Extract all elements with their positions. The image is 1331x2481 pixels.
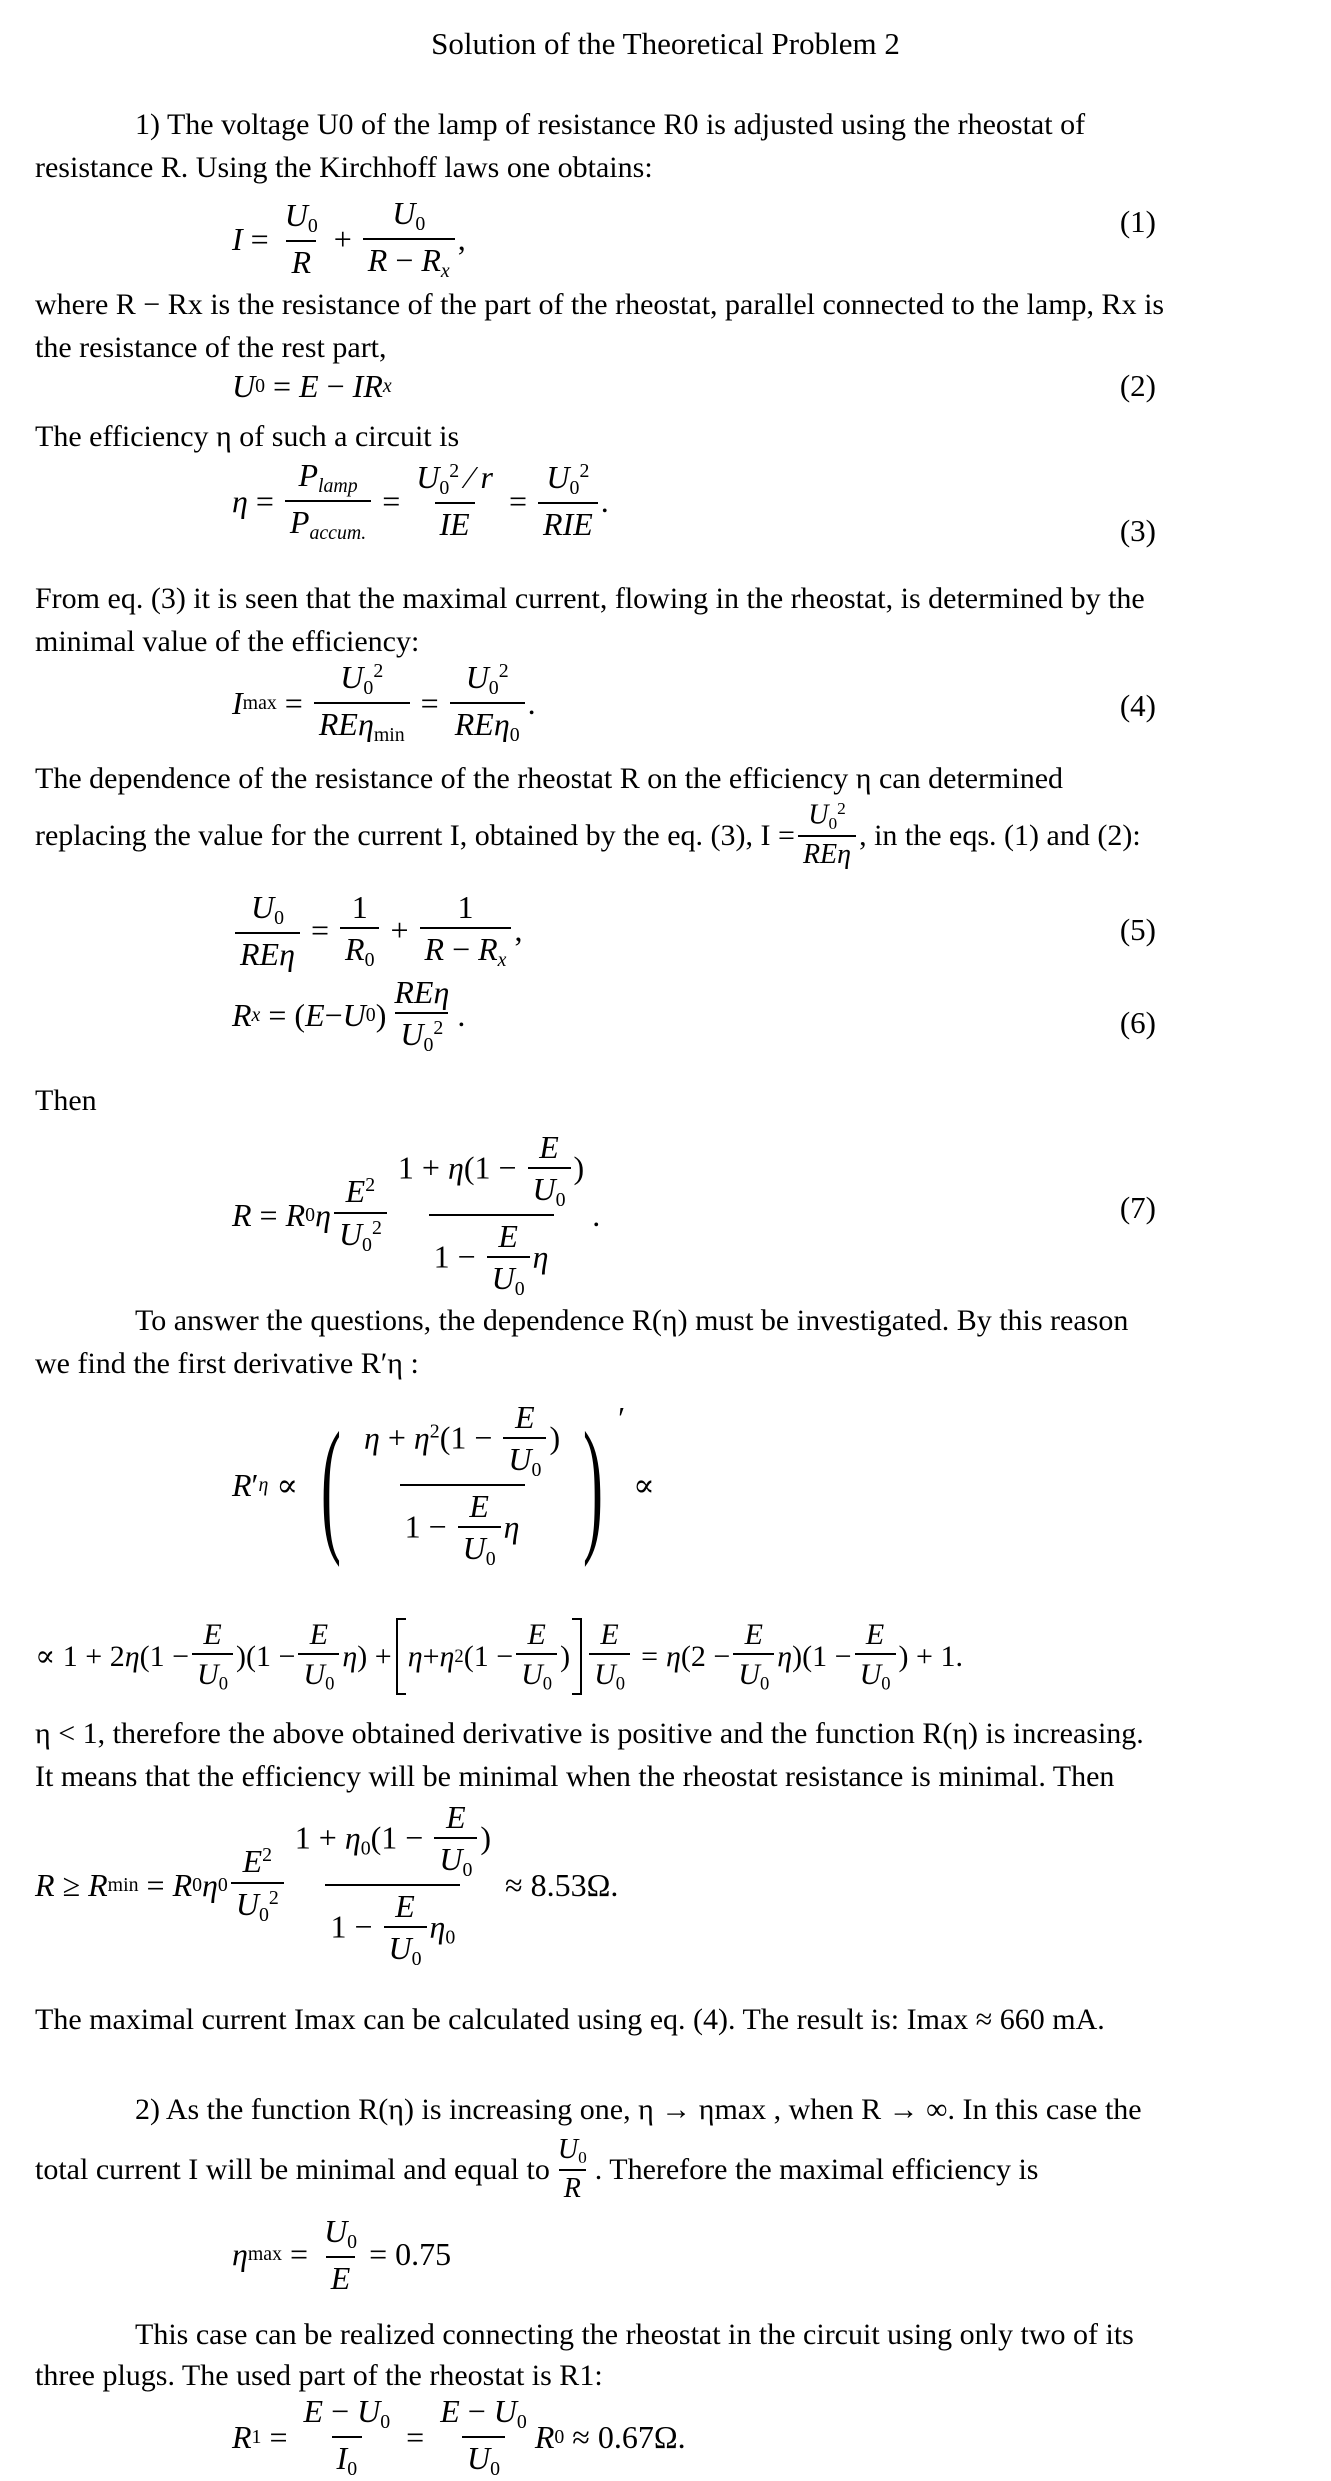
paragraph-part2-line-2	[35, 2134, 1285, 2204]
paragraph-realized	[35, 2313, 1285, 2356]
inline-fraction-u0-r: $\frac{U_0}{R}$	[557, 2133, 587, 2205]
equation-number-5: (5)	[1119, 912, 1156, 947]
paragraph-dependence-line-1: The dependence of the resistance of the rheostat R on the efficiency η can determined	[35, 762, 1064, 795]
paragraph-where	[35, 283, 1285, 369]
paragraph-part2-text-b: . Therefore the maximal efficiency is	[594, 2152, 1039, 2186]
paragraph-part2-text-a: total current I will be minimal and equal to	[35, 2152, 550, 2186]
paragraph-part2	[35, 2088, 1285, 2131]
left-paren-large: (	[321, 1402, 342, 1569]
paragraph-investigate	[35, 1299, 1285, 1342]
paragraph-investigate-line-2: we find the first derivative R′η :	[35, 1347, 419, 1380]
paragraph-investigate-cont	[35, 1342, 1285, 1385]
equation-number-7: (7)	[1119, 1190, 1156, 1225]
paragraph-intro-line-1: 1) The voltage U0 of the lamp of resistance R0 is adjusted using the rheostat of	[135, 108, 1086, 141]
paragraph-increasing	[35, 1712, 1285, 1798]
paragraph-realized-line-2: three plugs. The used part of the rheostat is R1:	[35, 2359, 603, 2392]
paragraph-efficiency	[35, 415, 1285, 458]
paragraph-dependence-text-a: replacing the value for the current I, obtained by the eq. (3), I =	[35, 818, 795, 852]
equation-number-6: (6)	[1119, 1005, 1156, 1040]
equation-2: U 0 = E − IR x	[232, 368, 392, 404]
paragraph-intro-line-2: resistance R. Using the Kirchhoff laws one obtains:	[35, 151, 653, 184]
paragraph-maxcurrent-line-2: minimal value of the efficiency:	[35, 625, 420, 658]
paragraph-efficiency-line: The efficiency η of such a circuit is	[35, 420, 460, 453]
equation-1: I = $\frac{U_0}{R}$ + $\frac{U_0}{R - R_x}$ ,	[232, 195, 466, 282]
paragraph-part2-line-1: 2) As the function R(η) is increasing one, η → ηmax , when R → ∞. In this case the	[135, 2093, 1142, 2126]
etamax-result: = 0.75	[369, 2236, 452, 2273]
equation-3: η = $\frac{P_{lamp}}{P_{accum.}}$ = $\frac{U_0^2 ⁄ r}{IE}$ = $\frac{U_0^2}{\text{RIE}}$ .	[232, 457, 609, 544]
equation-rmin: R ≥ R min = R 0 η 0 $\frac{E^2}{U_0^2}$ $1 + \eta_0(1$ − $\frac{E}{U_0}$ ) 1 − $\frac{E}{U_0}$ $\eta_0$ ≈ 8.53Ω.	[35, 1799, 619, 1971]
equation-4: I max = $\frac{U_0^2}{RE\eta_{min}}$ = $\frac{U_0^2}{RE\eta_0}$ .	[232, 659, 536, 746]
equation-derivative-top: R ′ η ∝ ( $\eta + \eta^2(1$ − $\frac{E}{U_0}$ ) 1 − $\frac{E}{U_0}$ η ) ′ ∝	[232, 1399, 655, 1571]
paragraph-dependence-text-b: , in the eqs. (1) and (2):	[859, 818, 1141, 852]
paragraph-then-line: Then	[35, 1084, 97, 1117]
paragraph-investigate-line-1: To answer the questions, the dependence R(η) must be investigated. By this reason	[135, 1304, 1129, 1337]
paragraph-maxcurrent	[35, 577, 1285, 663]
equation-r1: R 1 = $\frac{E - U_0}{I_0}$ = $\frac{E - U_0}{U_0}$ R 0 ≈ 0.67Ω.	[232, 2393, 686, 2480]
equation-number-3: (3)	[1119, 513, 1156, 548]
rmin-result: ≈ 8.53Ω.	[505, 1866, 619, 1903]
inline-fraction-current: $\frac{U_0^2}{\text{REη}}$	[795, 800, 859, 869]
paragraph-dependence	[35, 757, 1285, 800]
equation-6: R x = ( E − U 0 ) $\frac{\text{REη}}{U_0^2}$ .	[232, 974, 466, 1057]
equation-5: $\frac{U_0}{\text{REη}}$ = $\frac{1}{R_0}$ + $\frac{1}{R - R_x}$ ,	[232, 890, 522, 972]
equation-number-2: (2)	[1119, 368, 1156, 403]
page-title: Solution of the Theoretical Problem 2	[431, 26, 900, 61]
paragraph-dependence-line-2	[35, 800, 1285, 870]
paragraph-maxcurrent-line-1: From eq. (3) it is seen that the maximal current, flowing in the rheostat, is determined by the	[35, 582, 1145, 615]
paragraph-where-line-2: the resistance of the rest part,	[35, 331, 387, 364]
paragraph-then	[35, 1079, 1285, 1122]
equation-number-4: (4)	[1119, 688, 1156, 723]
paragraph-intro-cont	[35, 146, 1285, 189]
paragraph-intro	[35, 103, 1285, 146]
square-bracket: η + η 2 (1 − $\frac{E}{U_0}$ )	[396, 1618, 582, 1695]
paragraph-where-line-1: where R − Rx is the resistance of the part of the rheostat, parallel connected to the lamp, Rx is	[35, 288, 1165, 321]
right-paren-large: )	[583, 1402, 604, 1569]
paragraph-realized-cont	[35, 2354, 1285, 2397]
paragraph-increasing-line-2: It means that the efficiency will be minimal when the rheostat resistance is minimal. Then	[35, 1760, 1115, 1793]
equation-7: R = R 0 η $\frac{E^2}{U_0^2}$ 1 + η(1 − $\frac{E}{U_0}$ ) 1 − $\frac{E}{U_0}$ η .	[232, 1129, 601, 1301]
equation-derivative-bottom: ∝ 1 + 2 η (1 − $\frac{E}{U_0}$ )(1 − $\frac{E}{U_0}$ η ) + η + η 2 (1 − $\frac{E}{U_0}$ ) $\frac{E}{U_0}$ = η (2 − $\frac{E}{U_0}$ η )(1 − $\frac{E}{U_0}$ ) + 1.	[35, 1618, 963, 1695]
paragraph-imax-line: The maximal current Imax can be calculated using eq. (4). The result is: Imax ≈ 660 mA.	[35, 2003, 1105, 2036]
paragraph-imax	[35, 1998, 1285, 2041]
paragraph-increasing-line-1: η < 1, therefore the above obtained derivative is positive and the function R(η) is increasing.	[35, 1717, 1144, 1750]
r1-result: ≈ 0.67Ω.	[572, 2418, 686, 2455]
equation-number-1: (1)	[1119, 204, 1156, 239]
equation-etamax: η max = $\frac{U_0}{E}$ = 0.75	[232, 2213, 452, 2296]
paragraph-realized-line-1: This case can be realized connecting the rheostat in the circuit using only two of its	[135, 2318, 1134, 2351]
